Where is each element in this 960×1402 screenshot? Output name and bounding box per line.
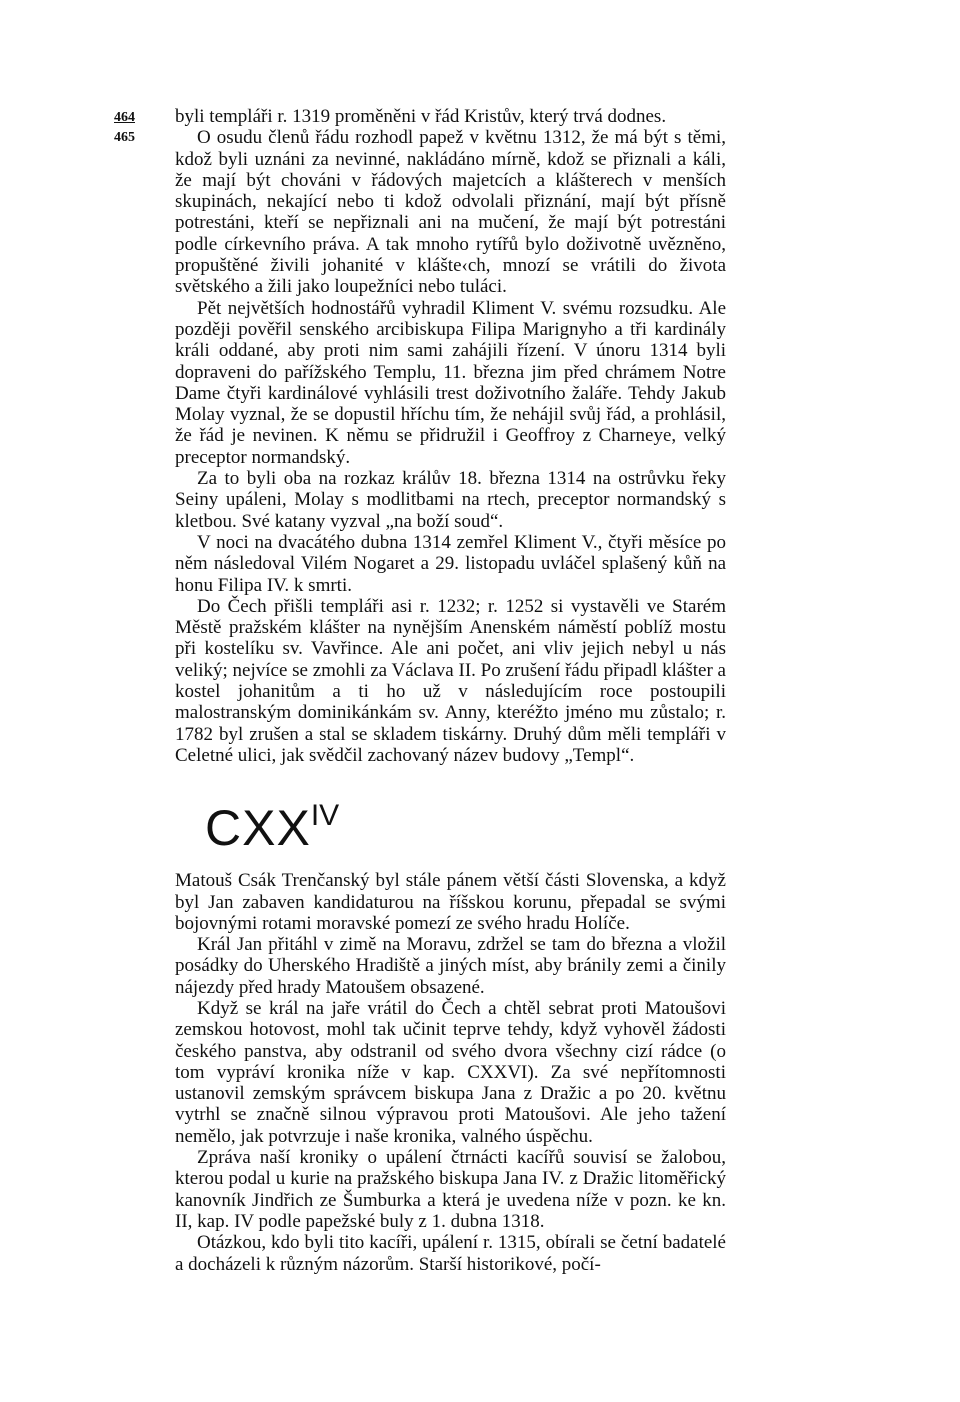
margin-page-number: 465 xyxy=(114,130,135,145)
paragraph: Do Čech přišli templáři asi r. 1232; r. 1252 si vystavěli ve Starém Městě pražském klášter na nynějším Anenském náměstí poblíž mostu při kostelíku sv. Vavřince. Ale ani počet, ani vliv jejich nebyl u nás veliký; nejvíce se zmohli za Václava II. Po zrušení řádu připadl klášter a kostel johanitům a ti ho už v následujícím roce postoupili malostranským dominikánkám sv. Anny, kteréžto jméno mu zůstalo; r. 1782 byl zrušen a stal se skladem tiskárny. Druhý dům měli templáři v Celetné ulici, jak svědčil zachovaný název budovy „Templ“. xyxy=(175,595,726,766)
paragraph: Matouš Csák Trenčanský byl stále pánem větší části Slovenska, a když byl Jan zabaven kandidaturou na říšskou korunu, přepadal se svými bojovnými rotami moravské pomezí ze svého hradu Holíče. xyxy=(175,870,726,934)
paragraph: Pět největších hodnostářů vyhradil Kliment V. svému rozsudku. Ale později pověřil senského arcibiskupa Filipa Marignyho a tři kardinály králi oddané, aby proti nim sami zahájili řízení. V únoru 1314 byli dopraveni do pařížského Templu, 11. března jim před chrámem Notre Dame čtyři kardinálové vyhlásili trest doživotního žaláře. Tehdy Jakub Molay vyznal, že se dopustil hříchu tím, že nehájil svůj řád, a prohlásil, že řád je nevinen. K němu se přidružil i Geoffroy z Charneye, velký preceptor normandský. xyxy=(175,297,726,468)
section-heading xyxy=(205,788,726,856)
section-heading-numeral: CXX xyxy=(205,800,311,857)
paragraph: V noci na dvacátého dubna 1314 zemřel Kliment V., čtyři měsíce po něm následoval Vilém Nogaret a 29. listopadu uvláčel splašený kůň na honu Filipa IV. k smrti. xyxy=(175,531,726,596)
paragraph: Otázkou, kdo byli tito kacíři, upálení r. 1315, obírali se četní badatelé a docházeli k různým názorům. Starší historikové, počí- xyxy=(175,1232,726,1275)
margin-page-number: 464 xyxy=(114,110,135,125)
paragraph: Když se král na jaře vrátil do Čech a chtěl sebrat proti Matoušovi zemskou hotovost, mohl tak učinit teprve tehdy, když vyhověl žádosti českého panstva, aby odstranil od svého dvora všechny cizí rádce (o tom vypráví kronika níže v kap. CXXVI). Za své nepřítomnosti ustanovil zemským správcem biskupa Jana z Dražic a po 20. květnu vytrhl se značně silnou výpravou proti Matoušovi. Ale jeho tažení nemělo, jak potvrzuje i naše kronika, valného úspěchu. xyxy=(175,997,726,1147)
paragraph: Král Jan přitáhl v zimě na Moravu, zdržel se tam do března a vložil posádky do Uherského Hradiště a jiných míst, aby bránily zemi a činily nájezdy před hrady Matoušem obsazené. xyxy=(175,934,726,998)
margin-page-references xyxy=(114,108,154,148)
main-text-column xyxy=(175,106,726,1275)
paragraph: byli templáři r. 1319 proměněni v řád Kristův, který trvá dodnes. xyxy=(175,106,667,127)
paragraph: O osudu členů řádu rozhodl papež v květnu 1312, že má být s těmi, kdož byli uznáni za nevinné, nakládáno mírně, kdož se přiznali a káli, že mají být chováni v řádových majetcích a klášterech v menších skupinách, nekající nebo ti kdož odvolali přiznání, mají být přísně potrestáni, kteří se nepřiznali ani na mučení, že mají být potrestáni podle církevního práva. A tak mnoho rytířů bylo doživotně uvězněno, propuštěné živili johanité v klášte‹ch, mnozí se vrátili do života světského a žili jako loupežníci nebo tuláci. xyxy=(175,127,726,298)
section-heading-superscript: IV xyxy=(310,799,340,833)
paragraph: Zpráva naší kroniky o upálení čtrnácti kacířů souvisí se žalobou, kterou podal u kurie na pražského biskupa Jana IV. z Dražic litoměřický kanovník Jindřich ze Šumburka a která je uvedena níže v pozn. ke kn. II, kap. IV podle papežské buly z 1. dubna 1318. xyxy=(175,1147,726,1232)
paragraph: Za to byli oba na rozkaz králův 18. března 1314 na ostrůvku řeky Seiny upáleni, Molay s modlitbami na rtech, preceptor normandský s kletbou. Své katany vyzval „na boží soud“. xyxy=(175,468,726,532)
